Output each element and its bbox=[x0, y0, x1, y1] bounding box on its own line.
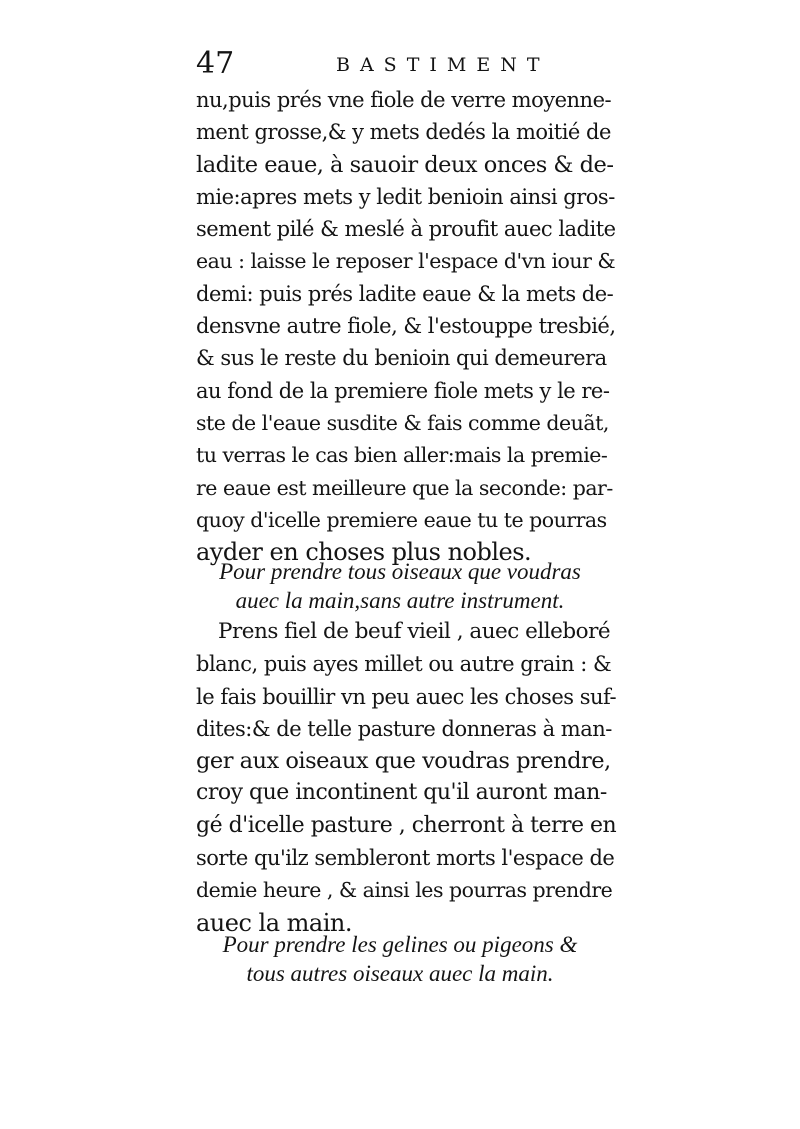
heading-line: Pour prendre les gelines ou pigeons & bbox=[222, 932, 578, 957]
text-line: mie:apres mets y ledit benioin ainsi gros- bbox=[196, 184, 615, 209]
text-line: eau : laisse le reposer l'espace d'vn iour & bbox=[196, 249, 616, 274]
text-line: sorte qu'ilz sembleront morts l'espace de bbox=[196, 846, 615, 871]
text-line: sement pilé & meslé à proufit auec ladite bbox=[196, 217, 616, 242]
text-line: gé d'icelle pasture , cherront à terre en bbox=[196, 812, 617, 838]
text-line: croy que incontinent qu'il auront man- bbox=[196, 780, 607, 806]
text-line: quoy d'icelle premiere eaue tu te pourras bbox=[196, 507, 607, 532]
heading-line: auec la main,sans autre instrument. bbox=[235, 588, 565, 613]
text-line: tu verras le cas bien aller:mais la premie- bbox=[196, 443, 608, 468]
recipe-paragraph-1 bbox=[196, 84, 616, 568]
page-number: 47 bbox=[196, 46, 235, 81]
text-line: ladite eaue, à sauoir deux onces & de- bbox=[196, 151, 614, 178]
text-line: ayder en choses plus nobles. bbox=[196, 538, 532, 567]
text-line: demi: puis prés ladite eaue & la mets de- bbox=[196, 281, 614, 306]
text-line: re eaue est meilleure que la seconde: par- bbox=[196, 475, 613, 500]
text-line: ste de l'eaue susdite & fais comme deuãt, bbox=[196, 410, 609, 435]
text-line: blanc, puis ayes millet ou autre grain : & bbox=[196, 652, 612, 677]
text-line: & sus le reste du benioin qui demeurera bbox=[196, 346, 607, 371]
text-line: le fais bouillir vn peu auec les choses suf- bbox=[196, 684, 617, 709]
text-line: au fond de la premiere fiole mets y le re- bbox=[196, 378, 610, 403]
text-line: dites:& de telle pasture donneras à man- bbox=[196, 716, 612, 741]
section-heading-1 bbox=[0, 557, 800, 615]
heading-line: tous autres oiseaux auec la main. bbox=[246, 961, 554, 986]
text-line: nu,puis prés vne fiole de verre moyenne- bbox=[196, 88, 612, 112]
text-line: auec la main. bbox=[196, 908, 352, 937]
text-line: densvne autre fiole, & l'estouppe tresbié, bbox=[196, 314, 616, 339]
text-line: demie heure , & ainsi les pourras prendre bbox=[196, 878, 613, 903]
text-line: Prens fiel de beuf vieil , auec elleboré bbox=[218, 619, 611, 644]
running-head: BASTIMENT bbox=[336, 54, 550, 76]
text-line: ment grosse,& y mets dedés la moitié de bbox=[196, 120, 611, 145]
text-line: ger aux oiseaux que voudras prendre, bbox=[196, 748, 611, 775]
page-header bbox=[196, 44, 616, 84]
section-heading-2 bbox=[0, 930, 800, 988]
recipe-paragraph-2 bbox=[196, 616, 616, 939]
heading-line: Pour prendre tous oiseaux que voudras bbox=[219, 559, 581, 584]
